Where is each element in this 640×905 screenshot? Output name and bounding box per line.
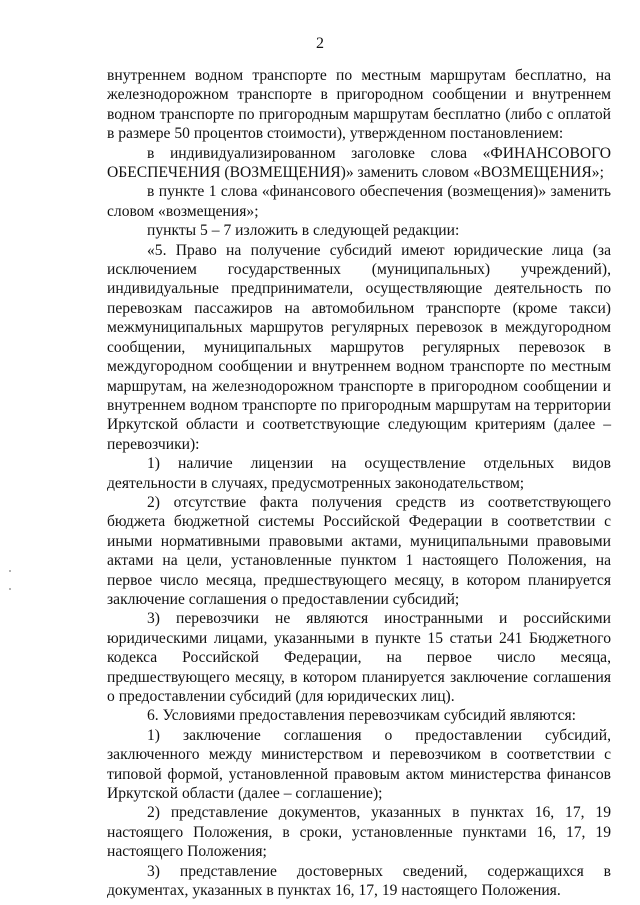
paragraph-point-1-amendment: в пункте 1 слова «финансового обеспечения (возмещения)» заменить словом «возмещения»; — [107, 183, 611, 220]
scan-artifact — [9, 588, 11, 590]
paragraph-condition-1: 1) заключение соглашения о предоставлении субсидий, заключенного между министерством и перевозчиком в соответствии с типовой формой, установленной правовым актом министерства финансов Иркутской области (далее – соглашение); — [107, 726, 611, 803]
paragraph-condition-2: 2) представление документов, указанных в пунктах 16, 17, 19 настоящего Положения, в сроки, установленные пунктами 16, 17, 19 настоящего Положения; — [107, 804, 611, 861]
paragraph-points-5-7-intro: пункты 5 – 7 изложить в следующей редакции: — [147, 222, 460, 240]
paragraph-criterion-3: 3) перевозчики не являются иностранными и российскими юридическими лицами, указанными в пункте 15 статьи 241 Бюджетного кодекса Российской Федерации, на первое число месяца, предшествующего месяцу, в котором планируется заключение соглашения о предоставлении субсидий (для юридических лиц). — [107, 610, 611, 705]
document-body — [107, 66, 611, 900]
scan-artifact — [9, 570, 11, 572]
page-number: 2 — [316, 35, 324, 52]
paragraph-header-amendment: в индивидуализированном заголовке слова «ФИНАНСОВОГО ОБЕСПЕЧЕНИЯ (ВОЗМЕЩЕНИЯ)» заменить словом «ВОЗМЕЩЕНИЯ»; — [107, 144, 611, 182]
paragraph-criterion-2: 2) отсутствие факта получения средств из соответствующего бюджета бюджетной системы Российской Федерации в соответствии с иными нормативными правовыми актами, муниципальными правовыми актами на цели, установленные пунктом 1 настоящего Положения, на первое число месяца, предшествующего месяцу, в котором планируется заключение соглашения о предоставлении субсидий; — [107, 493, 611, 608]
paragraph-condition-3: 3) представление достоверных сведений, содержащихся в документах, указанных в пунктах 16, 17, 19 настоящего Положения. — [107, 862, 611, 900]
paragraph-point-5: «5. Право на получение субсидий имеют юридические лица (за исключением государственных (муниципальных) учреждений), индивидуальные предприниматели, осуществляющие деятельность по перевозкам пассажиров на автомобильном транспорте (кроме такси) межмуниципальных маршрутов регулярных перевозок в междугородном сообщении, муниципальных маршрутов регулярных перевозок в междугородном сообщении и внутреннем водном транспорте по местным маршрутам, на железнодорожном транспорте в пригородном сообщении и внутреннем водном транспорте по пригородным маршрутам на территории Иркутской области и соответствующие следующим критериям (далее – перевозчики): — [107, 241, 611, 453]
paragraph-continuation: внутреннем водном транспорте по местным маршрутам бесплатно, на железнодорожном транспорте в пригородном сообщении и внутреннем водном транспорте по пригородным маршрутам бесплатно (либо с оплатой в размере 50 процентов стоимости), утвержденном постановлением: — [107, 67, 611, 143]
paragraph-criterion-1: 1) наличие лицензии на осуществление отдельных видов деятельности в случаях, предусмотренных законодательством; — [107, 455, 611, 492]
paragraph-point-6: 6. Условиями предоставления перевозчикам субсидий являются: — [147, 707, 576, 725]
